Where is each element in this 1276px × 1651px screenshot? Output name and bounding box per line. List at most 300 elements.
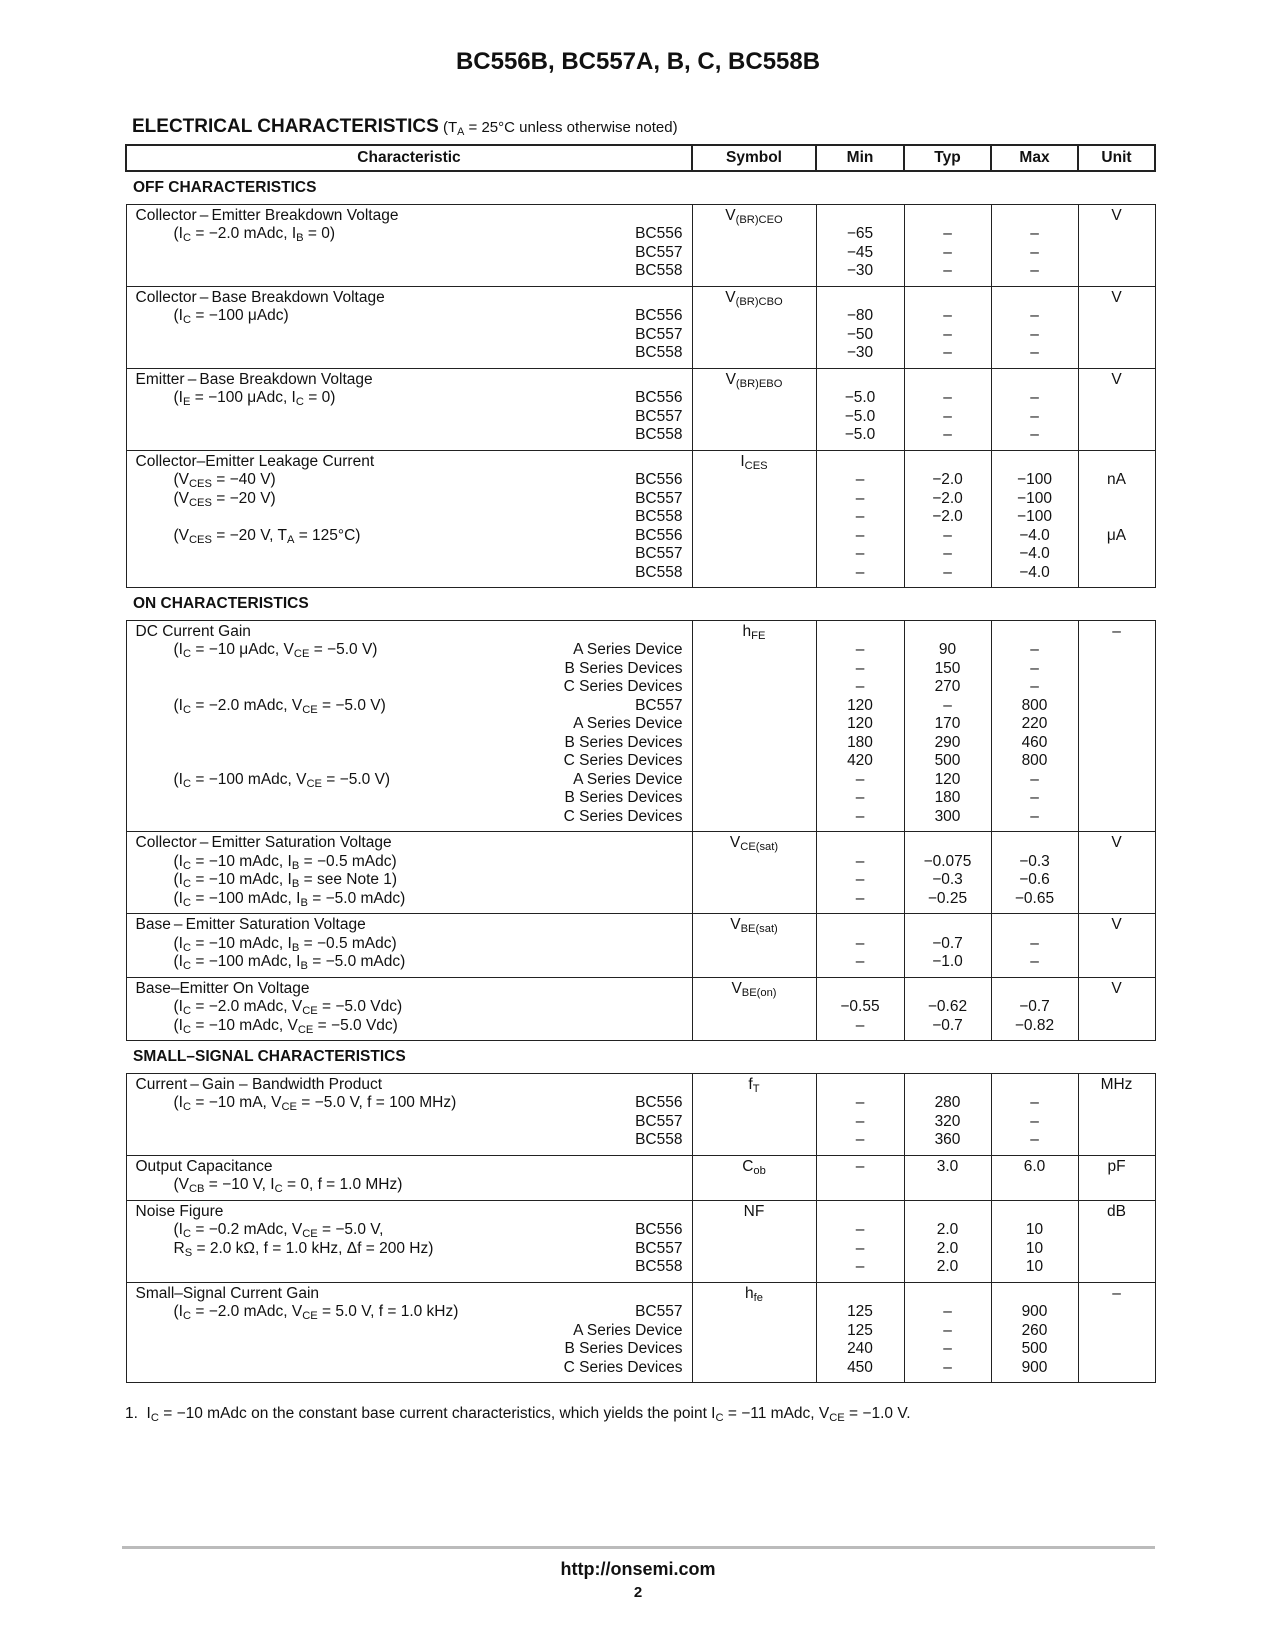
max-value: – <box>1030 243 1039 261</box>
min-value: – <box>855 563 865 581</box>
max-value: 220 <box>1021 715 1048 732</box>
symbol-cell <box>692 977 816 1041</box>
device-label: BC558 <box>635 262 683 279</box>
characteristic-cell <box>126 832 692 914</box>
typ-value: 170 <box>934 715 961 732</box>
condition-text: ($I_C = -10$ μAdc, $V_{CE} = -5.0$ V) <box>173 641 378 661</box>
min-value <box>817 289 904 308</box>
characteristic-line <box>136 389 683 408</box>
typ-value: – <box>943 262 952 279</box>
symbol-text: $V_{(BR)CBO}$ <box>725 288 783 308</box>
characteristic-line <box>136 789 683 808</box>
col-header-min: Min <box>816 145 904 171</box>
condition-text: ($I_C = -2.0$ mAdc, $V_{CE} = -5.0$ Vdc) <box>173 998 403 1018</box>
table-row <box>126 450 1155 588</box>
condition-text <box>136 1359 174 1378</box>
characteristic-line <box>136 1094 683 1113</box>
condition-text: ($I_E = -100$ μAdc, $I_C = 0$) <box>173 389 336 409</box>
characteristic-line <box>136 953 683 972</box>
characteristic-cell <box>126 1155 692 1200</box>
min-cell <box>816 1282 904 1383</box>
condition-text: Collector–Emitter Leakage Current <box>135 452 375 470</box>
max-value: −0.6 <box>1019 871 1050 888</box>
device-label: B Series Devices <box>564 789 683 806</box>
symbol-cell <box>692 1200 816 1282</box>
condition-text <box>136 1131 174 1150</box>
typ-cell <box>904 1282 991 1383</box>
condition-text: Output Capacitance <box>135 1157 273 1175</box>
typ-value: −0.62 <box>927 998 968 1015</box>
symbol-text: NF <box>743 1202 765 1220</box>
characteristic-line <box>136 326 683 345</box>
typ-value: 2.0 <box>936 1221 959 1238</box>
characteristic-cell <box>126 1282 692 1383</box>
typ-value: – <box>943 325 952 343</box>
max-cell <box>991 1282 1078 1383</box>
max-cell <box>991 1155 1078 1200</box>
typ-cell <box>904 450 991 588</box>
characteristic-line <box>136 935 683 954</box>
typ-value: 500 <box>934 752 961 769</box>
typ-cell <box>904 1155 991 1200</box>
max-value: −100 <box>1017 489 1052 507</box>
min-value: – <box>855 641 865 658</box>
min-value: – <box>855 852 865 870</box>
section-title <box>132 116 678 138</box>
typ-value: 150 <box>934 659 961 677</box>
max-value: 800 <box>1021 696 1048 714</box>
characteristic-line <box>136 1285 683 1304</box>
typ-value: 180 <box>934 789 961 806</box>
condition-text: $R_S = 2.0$ kΩ, f = 1.0 kHz, Δf = 200 Hz) <box>173 1239 434 1259</box>
characteristic-line <box>136 641 683 660</box>
device-label: BC557 <box>635 243 683 261</box>
typ-value: – <box>943 389 952 406</box>
characteristic-line <box>136 426 683 445</box>
characteristic-line <box>136 998 683 1017</box>
footer-url[interactable]: http://onsemi.com <box>560 1559 716 1579</box>
characteristic-line <box>136 1258 683 1277</box>
condition-text <box>136 808 174 827</box>
max-cell <box>991 914 1078 978</box>
unit-cell <box>1078 832 1155 914</box>
max-value: – <box>1030 770 1039 788</box>
device-label: BC557 <box>635 1239 683 1257</box>
typ-value <box>905 1203 991 1222</box>
typ-value: – <box>943 307 952 324</box>
min-value: 180 <box>847 733 873 751</box>
max-value: 10 <box>1025 1239 1044 1257</box>
typ-value <box>905 834 991 853</box>
max-value: – <box>1030 807 1039 825</box>
max-value: 460 <box>1021 733 1048 751</box>
min-value: – <box>855 934 865 952</box>
device-label: BC557 <box>635 407 683 425</box>
condition-text: Base – Emitter Saturation Voltage <box>135 916 366 933</box>
typ-cell <box>904 1073 991 1155</box>
min-value: 125 <box>847 1303 873 1320</box>
condition-text: ($I_C = -2.0$ mAdc, $I_B = 0$) <box>173 225 336 245</box>
characteristic-cell <box>126 620 692 832</box>
typ-value: – <box>943 1340 952 1357</box>
min-value: 120 <box>847 696 873 714</box>
condition-text <box>136 734 174 753</box>
condition-text: Collector – Emitter Breakdown Voltage <box>135 206 399 224</box>
condition-text <box>136 408 174 427</box>
typ-value <box>905 623 991 642</box>
max-cell <box>991 620 1078 832</box>
unit-value: – <box>1112 1284 1121 1302</box>
characteristic-line <box>136 471 683 490</box>
max-value <box>992 980 1078 999</box>
min-cell <box>816 1073 904 1155</box>
unit-cell <box>1078 1200 1155 1282</box>
typ-value: – <box>943 243 952 261</box>
symbol-text: $I_{CES}$ <box>740 452 768 472</box>
characteristic-line <box>136 453 683 472</box>
device-label: BC556 <box>635 225 683 242</box>
max-value: – <box>1030 934 1039 952</box>
min-value: – <box>855 1157 865 1175</box>
min-value: −30 <box>846 344 874 361</box>
unit-cell <box>1078 620 1155 832</box>
max-value: −0.82 <box>1014 1016 1055 1034</box>
max-value: – <box>1030 678 1039 695</box>
condition-text: ($I_C = -100$ mAdc, $I_B = -5.0$ mAdc) <box>173 889 406 909</box>
unit-value: V <box>1111 979 1122 997</box>
max-value: 500 <box>1021 1340 1048 1357</box>
typ-value: −2.0 <box>932 471 963 488</box>
unit-cell <box>1078 977 1155 1041</box>
min-value <box>817 207 904 226</box>
typ-value: – <box>943 225 952 242</box>
min-value: – <box>855 678 865 695</box>
table-header-row <box>126 145 1155 171</box>
max-cell <box>991 977 1078 1041</box>
characteristic-line <box>136 734 683 753</box>
max-value <box>992 1076 1078 1095</box>
table-row <box>126 204 1155 286</box>
min-cell <box>816 286 904 368</box>
device-label: BC556 <box>635 471 683 488</box>
condition-text <box>136 1258 174 1277</box>
table-row <box>126 620 1155 832</box>
characteristic-line <box>136 307 683 326</box>
condition-text <box>136 1113 174 1132</box>
characteristic-line <box>136 678 683 697</box>
condition-text: DC Current Gain <box>135 622 251 640</box>
section-header-row <box>126 588 1155 621</box>
characteristic-line <box>136 545 683 564</box>
max-value <box>992 371 1078 390</box>
symbol-text: $V_{(BR)EBO}$ <box>725 370 783 390</box>
device-label: A Series Device <box>573 1321 683 1339</box>
min-value: – <box>855 1112 865 1130</box>
characteristic-cell <box>126 450 692 588</box>
footnote: 1. $I_C = -10$ mAdc on the constant base current characteristics, which yields the point $I_C = -11$ mAdc, $V_{CE} = -1.0$ V. <box>125 1405 911 1425</box>
max-value: 10 <box>1025 1221 1044 1238</box>
typ-value: – <box>943 545 952 562</box>
characteristic-line <box>136 1303 683 1322</box>
device-label: BC558 <box>635 1258 683 1275</box>
characteristic-line <box>136 262 683 281</box>
characteristic-line <box>136 289 683 308</box>
min-value: −5.0 <box>844 426 876 443</box>
condition-text: ($V_{CES} = -40$ V) <box>173 471 276 491</box>
typ-value <box>905 453 991 472</box>
max-value: −100 <box>1017 471 1052 488</box>
col-header-typ: Typ <box>904 145 991 171</box>
typ-value: 90 <box>938 641 957 658</box>
device-label: BC557 <box>635 1112 683 1130</box>
condition-text <box>136 1322 174 1341</box>
device-label: BC556 <box>635 307 683 324</box>
typ-cell <box>904 204 991 286</box>
min-value: 420 <box>847 752 873 769</box>
min-cell <box>816 620 904 832</box>
characteristic-line <box>136 808 683 827</box>
characteristic-cell <box>126 204 692 286</box>
min-value: – <box>855 508 865 525</box>
unit-value: μA <box>1106 526 1127 544</box>
max-value: – <box>1030 426 1039 443</box>
typ-value <box>905 1285 991 1304</box>
symbol-cell <box>692 1073 816 1155</box>
min-value: – <box>855 1258 865 1275</box>
device-label: B Series Devices <box>564 1340 683 1357</box>
symbol-cell <box>692 914 816 978</box>
characteristic-line <box>136 871 683 890</box>
max-value: 10 <box>1025 1258 1044 1275</box>
unit-value: nA <box>1107 471 1126 488</box>
typ-value: 3.0 <box>936 1157 959 1175</box>
unit-value <box>1079 508 1155 527</box>
device-label: C Series Devices <box>563 752 683 769</box>
typ-value: −0.25 <box>927 889 968 907</box>
symbol-text: $f_T$ <box>748 1075 760 1095</box>
symbol-text: $V_{BE(on)}$ <box>731 979 777 999</box>
condition-text: ($V_{CB} = -10$ V, $I_C = 0$, f = 1.0 MHz) <box>173 1176 403 1196</box>
max-value <box>992 453 1078 472</box>
characteristic-line <box>136 371 683 390</box>
characteristic-line <box>136 834 683 853</box>
typ-value: −0.7 <box>932 934 963 952</box>
max-value: 900 <box>1021 1358 1048 1376</box>
max-value: −100 <box>1017 508 1052 525</box>
max-value: – <box>1030 407 1039 425</box>
max-cell <box>991 1073 1078 1155</box>
device-label: BC556 <box>635 389 683 406</box>
max-value <box>992 1285 1078 1304</box>
min-value: −0.55 <box>840 998 880 1015</box>
max-cell <box>991 1200 1078 1282</box>
max-value: – <box>1030 344 1039 361</box>
symbol-cell <box>692 1282 816 1383</box>
condition-text: ($I_C = -0.2$ mAdc, $V_{CE} = -5.0$ V, <box>173 1221 384 1241</box>
typ-value: 120 <box>934 770 961 788</box>
device-label: BC556 <box>635 1221 683 1238</box>
min-value <box>817 834 904 853</box>
min-value: −5.0 <box>844 389 876 406</box>
device-label: B Series Devices <box>564 733 683 751</box>
min-value: – <box>855 1239 865 1257</box>
device-label: C Series Devices <box>563 807 683 825</box>
condition-text: ($V_{CES} = -20$ V) <box>173 489 276 509</box>
max-value: 900 <box>1021 1303 1048 1320</box>
unit-cell <box>1078 450 1155 588</box>
condition-text: ($I_C = -10$ mAdc, $I_B = -0.5$ mAdc) <box>173 934 397 954</box>
symbol-cell <box>692 1155 816 1200</box>
device-label: BC556 <box>635 1094 683 1111</box>
typ-value: – <box>943 1303 952 1320</box>
max-cell <box>991 368 1078 450</box>
condition-text: Emitter – Base Breakdown Voltage <box>135 370 373 388</box>
condition-text <box>136 426 174 445</box>
typ-value: – <box>943 1321 952 1339</box>
min-value <box>817 980 904 999</box>
typ-value: 300 <box>934 807 961 825</box>
characteristic-line <box>136 660 683 679</box>
max-value: −0.7 <box>1019 998 1050 1015</box>
unit-value: V <box>1111 370 1122 388</box>
characteristic-line <box>136 225 683 244</box>
typ-cell <box>904 286 991 368</box>
max-value: – <box>1030 789 1039 806</box>
min-value: – <box>855 545 865 562</box>
min-value <box>817 916 904 935</box>
min-value: – <box>855 659 865 677</box>
max-value: – <box>1030 659 1039 677</box>
unit-cell <box>1078 286 1155 368</box>
condition-text: ($I_C = -100$ mAdc, $V_{CE} = -5.0$ V) <box>173 770 391 790</box>
unit-cell <box>1078 1073 1155 1155</box>
min-value: – <box>855 489 865 507</box>
condition-text: ($I_C = -2.0$ mAdc, $V_{CE} = 5.0$ V, f = 1.0 kHz) <box>173 1303 459 1323</box>
characteristic-line <box>136 344 683 363</box>
min-value: – <box>855 871 865 888</box>
characteristic-line <box>136 1017 683 1036</box>
max-value <box>992 623 1078 642</box>
condition-text <box>136 244 174 263</box>
unit-cell <box>1078 204 1155 286</box>
typ-value <box>905 916 991 935</box>
min-value <box>817 623 904 642</box>
characteristic-line <box>136 697 683 716</box>
typ-cell <box>904 832 991 914</box>
footer-divider <box>122 1546 1155 1549</box>
typ-value: −1.0 <box>932 953 963 970</box>
symbol-cell <box>692 620 816 832</box>
device-label: BC558 <box>635 344 683 361</box>
condition-text: Current – Gain – Bandwidth Product <box>135 1075 383 1093</box>
characteristic-line <box>136 890 683 909</box>
max-value: −4.0 <box>1019 563 1050 581</box>
characteristic-line <box>136 1240 683 1259</box>
typ-value <box>905 980 991 999</box>
typ-value: – <box>943 696 952 714</box>
min-cell <box>816 368 904 450</box>
symbol-text: $V_{(BR)CEO}$ <box>725 206 783 226</box>
condition-text <box>136 508 174 527</box>
typ-value: – <box>943 563 952 581</box>
min-value: −45 <box>846 243 874 261</box>
device-label: A Series Device <box>573 715 683 732</box>
min-value: – <box>855 770 865 788</box>
section-title-condition: ($T_A = 25^\circ C$ unless otherwise noted) <box>443 119 678 139</box>
electrical-characteristics-table <box>125 144 1156 1383</box>
max-value: – <box>1030 953 1039 970</box>
typ-value: 320 <box>934 1112 961 1130</box>
typ-value <box>905 371 991 390</box>
section-heading: ON CHARACTERISTICS <box>133 595 309 612</box>
condition-text: ($V_{CES} = -20$ V, $T_A = 125^\circ C$) <box>173 526 361 546</box>
max-value: −0.3 <box>1019 852 1050 870</box>
unit-value <box>1079 490 1155 509</box>
min-value <box>817 371 904 390</box>
symbol-cell <box>692 286 816 368</box>
characteristic-line <box>136 752 683 771</box>
condition-text: Small–Signal Current Gain <box>135 1284 320 1302</box>
characteristic-line <box>136 916 683 935</box>
typ-value: −2.0 <box>932 508 963 525</box>
typ-value <box>905 289 991 308</box>
characteristic-line <box>136 715 683 734</box>
device-label: BC557 <box>635 1303 683 1320</box>
typ-cell <box>904 914 991 978</box>
condition-text <box>136 545 174 564</box>
condition-text <box>136 1340 174 1359</box>
max-value: 260 <box>1021 1321 1048 1339</box>
table-row <box>126 914 1155 978</box>
max-value: – <box>1030 1131 1039 1148</box>
max-value: – <box>1030 1112 1039 1130</box>
max-value <box>992 834 1078 853</box>
characteristic-cell <box>126 1200 692 1282</box>
condition-text: ($I_C = -100$ mAdc, $I_B = -5.0$ mAdc) <box>173 953 406 973</box>
min-value <box>817 1203 904 1222</box>
characteristic-cell <box>126 286 692 368</box>
min-value: 450 <box>847 1358 873 1376</box>
typ-cell <box>904 368 991 450</box>
symbol-cell <box>692 368 816 450</box>
col-header-symbol: Symbol <box>692 145 816 171</box>
typ-value: −0.7 <box>932 1016 963 1034</box>
device-label: BC558 <box>635 426 683 443</box>
min-value: 240 <box>847 1340 873 1357</box>
min-cell <box>816 977 904 1041</box>
min-value: – <box>855 1016 865 1034</box>
condition-text: Collector – Base Breakdown Voltage <box>135 288 385 306</box>
condition-text: ($I_C = -100$ μAdc) <box>173 307 289 327</box>
max-value: – <box>1030 389 1039 406</box>
characteristic-line <box>136 527 683 546</box>
max-value: −0.65 <box>1014 889 1055 907</box>
symbol-text: $h_{fe}$ <box>745 1284 763 1304</box>
condition-text: ($I_C = -10$ mA, $V_{CE} = -5.0$ V, f = 100 MHz) <box>173 1094 457 1114</box>
characteristic-line <box>136 623 683 642</box>
characteristic-line <box>136 980 683 999</box>
max-value: −4.0 <box>1019 545 1050 562</box>
min-value: −65 <box>846 225 874 242</box>
typ-value: 270 <box>934 678 961 695</box>
page-number: 2 <box>633 1584 643 1601</box>
typ-value: – <box>943 526 952 544</box>
table-row <box>126 1282 1155 1383</box>
max-value: – <box>1030 307 1039 324</box>
typ-value: −0.075 <box>923 852 972 870</box>
characteristic-line <box>136 1113 683 1132</box>
typ-value: −0.3 <box>932 871 963 888</box>
